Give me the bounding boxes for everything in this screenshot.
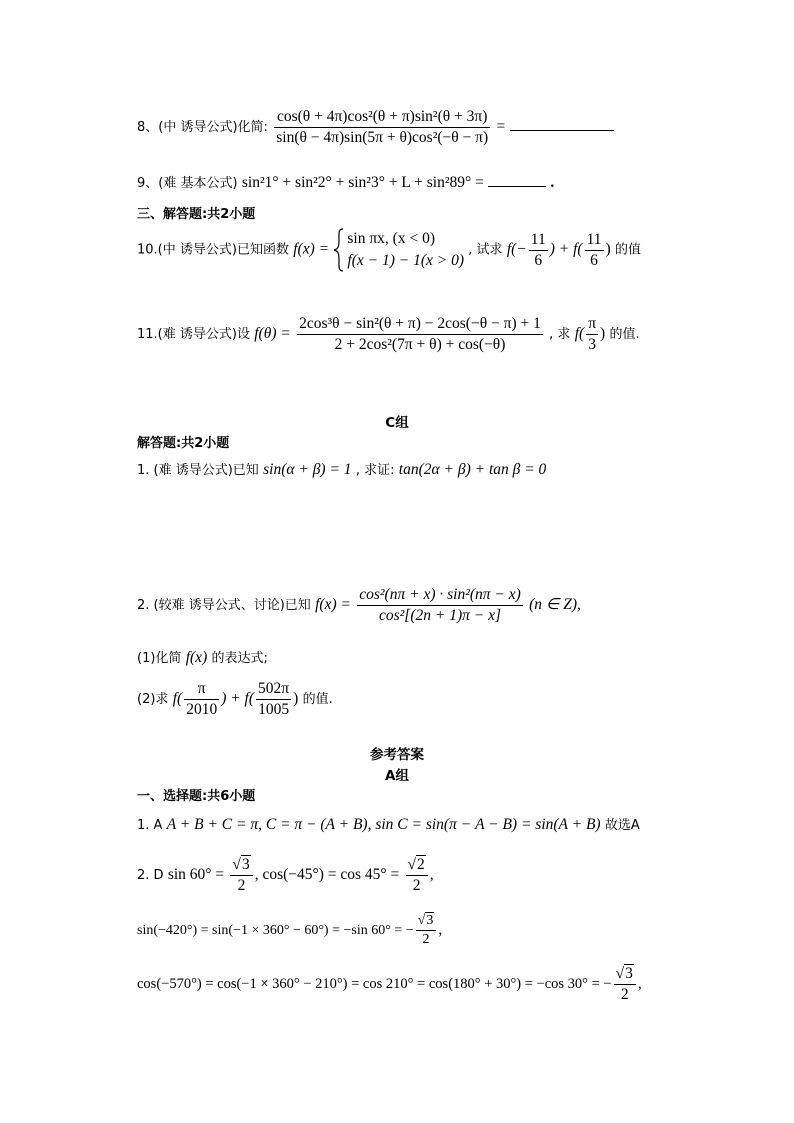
answer-1 (137, 814, 640, 834)
question-10-frac-2-num: 11 (585, 231, 604, 251)
question-10-mid: , 试求 (468, 242, 503, 258)
answer-2-line-2-radicand: 3 (426, 913, 434, 928)
question-8-numerator: cos(θ + 4π)cos²(θ + π)sin²(θ + 3π) (274, 108, 490, 128)
c-question-2-part-2-frac-2-num: 502π (256, 680, 291, 700)
question-10-frac-2 (585, 231, 604, 270)
question-9 (137, 172, 554, 192)
answer-2-sin420: sin(−420°) = sin(−1 × 360° − 60°) = −sin 60° = − (137, 923, 414, 938)
c-question-2-part-1-prefix: (1)化简 (137, 651, 182, 666)
question-11-arg-den: 3 (588, 336, 596, 353)
c-question-2-part-2-close: ) (293, 690, 299, 707)
answer-2-frac-sqrt2 (406, 856, 428, 895)
c-question-1-mid: , 求证: (355, 463, 395, 478)
c-question-2-part-2-frac-1 (184, 680, 219, 719)
question-8-answer-blank[interactable] (510, 130, 614, 131)
question-8-prefix: 8、(中 诱导公式)化简: (137, 120, 268, 135)
question-10-f1: f(− (506, 240, 527, 258)
question-8 (137, 108, 614, 147)
question-8-fraction (274, 108, 490, 147)
group-c-section-heading: 解答题:共2小题 (137, 436, 230, 451)
question-10-frac-1-den: 6 (534, 251, 543, 269)
c-question-2-part-2-frac-1-den: 2010 (186, 701, 218, 718)
c-question-2-part-2-frac-1-num: π (184, 680, 219, 700)
answers-title: 参考答案 (370, 747, 424, 763)
c-question-2-prefix: 2. (较难 诱导公式、讨论)已知 (137, 598, 311, 613)
answer-2-sin60: sin 60° = (167, 866, 225, 883)
c-question-2-part-2-f1: f( (172, 690, 183, 707)
question-11-function: f(θ) = (254, 325, 291, 342)
c-question-2-denominator: cos²[(2n + 1)π − x] (379, 607, 502, 624)
question-11-mid: , 求 (549, 327, 571, 342)
question-11-denominator: 2 + 2cos²(7π + θ) + cos(−θ) (334, 336, 506, 353)
c-question-2-part-2-plus: ) + f( (221, 690, 255, 707)
question-11-fraction (297, 315, 543, 354)
question-10-piecewise (333, 228, 464, 272)
question-8-equals: = (496, 118, 506, 135)
question-11-arg-num: π (586, 315, 598, 335)
question-9-prefix: 9、(难 基本公式) (137, 176, 238, 191)
question-11-f: f( (574, 325, 585, 342)
answer-2-frac-sqrt2-num: √2 (406, 856, 428, 876)
answer-2-frac-sqrt2-den: 2 (412, 877, 421, 894)
question-10-frac-2-den: 6 (590, 251, 598, 269)
answer-1-expression: A + B + C = π, C = π − (A + B), sin C = sin(π − A − B) = sin(A + B) (166, 816, 601, 833)
answer-2-label: 2. D (137, 868, 164, 883)
question-10-frac-1 (529, 231, 548, 270)
group-c-title: C组 (385, 415, 409, 431)
answer-1-suffix: 故选A (604, 818, 640, 833)
c-question-2-function: f(x) = (315, 596, 351, 613)
question-10-frac-1-num: 11 (529, 231, 548, 251)
c-question-1-prefix: 1. (难 诱导公式)已知 (137, 463, 259, 478)
c-question-2-part-2-suffix: 的值. (302, 692, 333, 707)
answer-2-line-2-frac-num: √3 (416, 913, 437, 931)
answer-2-line-2-frac (416, 913, 437, 948)
answer-2-line-2-end: , (438, 921, 443, 938)
answer-2-line-1 (137, 856, 434, 895)
question-10-close: ) (605, 240, 611, 258)
question-10-case-1: sin πx, (x < 0) (347, 230, 435, 247)
answer-2-cos570: cos(−570°) = cos(−1 × 360° − 210°) = cos 210° = cos(180° + 30°) = −cos 30° = − (137, 976, 612, 992)
question-9-expression: sin²1° + sin²2° + sin²3° + L + sin²89° = (241, 174, 484, 191)
question-11-arg (586, 315, 598, 354)
answer-2-radicand-3: 3 (241, 856, 250, 873)
c-question-1-prove: tan(2α + β) + tan β = 0 (398, 461, 547, 478)
c-question-2-part-2-frac-2-den: 1005 (258, 701, 290, 718)
question-8-denominator: sin(θ − 4π)sin(5π + θ)cos²(−θ − π) (276, 129, 489, 146)
answer-2-line-2 (137, 913, 442, 948)
group-a-section-heading: 一、选择题:共6小题 (137, 789, 256, 804)
c-question-2-part-2 (137, 680, 333, 719)
answer-2-line-3-end: , (637, 975, 642, 992)
answer-2-line-3-radicand: 3 (625, 965, 633, 982)
question-10-suffix: 的值 (614, 242, 641, 258)
c-question-1-given: sin(α + β) = 1 (263, 461, 352, 478)
question-10 (137, 228, 641, 272)
answer-2-frac-sqrt3-num: √3 (230, 856, 252, 876)
question-11-prefix: 11.(难 诱导公式)设 (137, 327, 250, 342)
answer-2-line-1-end: , (429, 866, 434, 883)
question-11 (137, 315, 640, 354)
c-question-2-condition: (n ∈ Z), (529, 596, 581, 613)
c-question-2-numerator: cos²(nπ + x) · sin²(nπ − x) (357, 586, 523, 606)
c-question-2-part-1-suffix: 的表达式; (211, 651, 268, 666)
c-question-2-fraction (357, 586, 523, 625)
question-9-answer-blank[interactable] (488, 186, 546, 187)
c-question-2-part-2-prefix: (2)求 (137, 692, 169, 707)
answer-1-label: 1. A (137, 818, 163, 833)
answer-2-radicand-2: 2 (417, 856, 425, 873)
section-3-heading: 三、解答题:共2小题 (137, 207, 256, 222)
question-10-prefix: 10.(中 诱导公式)已知函数 (137, 242, 289, 258)
question-10-function: f(x) = (293, 240, 330, 258)
question-11-close: ) (600, 325, 606, 342)
question-11-suffix: 的值. (609, 327, 640, 342)
c-question-2-part-1-fx: f(x) (185, 649, 208, 666)
question-11-numerator: 2cos³θ − sin²(θ + π) − 2cos(−θ − π) + 1 (297, 315, 543, 335)
answer-2-line-3-frac-num: √3 (614, 965, 636, 985)
question-9-end: . (550, 174, 555, 191)
question-10-case-2: f(x − 1) − 1(x > 0) (347, 252, 464, 269)
answer-2-line-3-frac-den: 2 (620, 986, 629, 1003)
answer-2-frac-sqrt3 (230, 856, 252, 895)
answer-2-line-2-frac-den: 2 (422, 932, 430, 947)
c-question-2 (137, 586, 581, 625)
c-question-1 (137, 459, 546, 479)
group-a-title: A组 (385, 768, 409, 784)
answer-2-line-3 (137, 965, 642, 1004)
c-question-2-part-1 (137, 647, 268, 667)
answer-2-frac-sqrt3-den: 2 (237, 877, 246, 894)
question-10-plus: ) + f( (549, 240, 583, 258)
answer-2-line-3-frac (614, 965, 636, 1004)
brace-icon (333, 228, 345, 272)
answer-2-cos45: , cos(−45°) = cos 45° = (254, 866, 400, 883)
c-question-2-part-2-frac-2 (256, 680, 291, 719)
